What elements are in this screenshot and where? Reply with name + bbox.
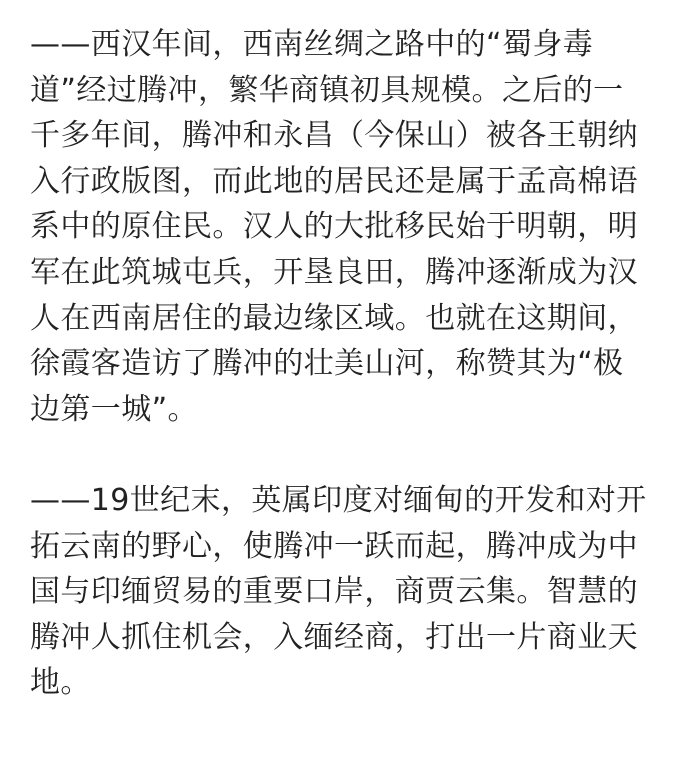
text-line: 道”经过腾冲，繁华商镇初具规模。之后的一 (30, 72, 624, 108)
article-body (30, 22, 655, 706)
text-line: 千多年间，腾冲和永昌（今保山）被各王朝纳 (30, 118, 638, 154)
text-line: 腾冲人抓住机会，入缅经商，打出一片商业天 (30, 619, 638, 655)
text-line: 拓云南的野心，使腾冲一跃而起，腾冲成为中 (30, 528, 638, 564)
text-line: 边第一城”。 (30, 391, 198, 427)
text-line: ——西汉年间，西南丝绸之路中的“蜀身毒 (30, 27, 594, 62)
paragraph-western-han (30, 22, 655, 432)
text-line: 军在此筑城屯兵，开垦良田，腾冲逐渐成为汉 (30, 254, 638, 290)
paragraph-spacer (30, 432, 655, 478)
text-line: ——19世纪末，英属印度对缅甸的开发和对开 (30, 482, 647, 518)
text-line: 入行政版图，而此地的居民还是属于孟高棉语 (30, 163, 638, 199)
text-line: 国与印缅贸易的重要口岸，商贾云集。智慧的 (30, 574, 638, 610)
paragraph-19th-century (30, 478, 655, 706)
text-line: 地。 (30, 665, 91, 701)
text-line: 系中的原住民。汉人的大批移民始于明朝，明 (30, 209, 638, 245)
text-line: 人在西南居住的最边缘区域。也就在这期间， (30, 300, 638, 336)
text-line: 徐霞客造访了腾冲的壮美山河，称赞其为“极 (30, 346, 624, 382)
